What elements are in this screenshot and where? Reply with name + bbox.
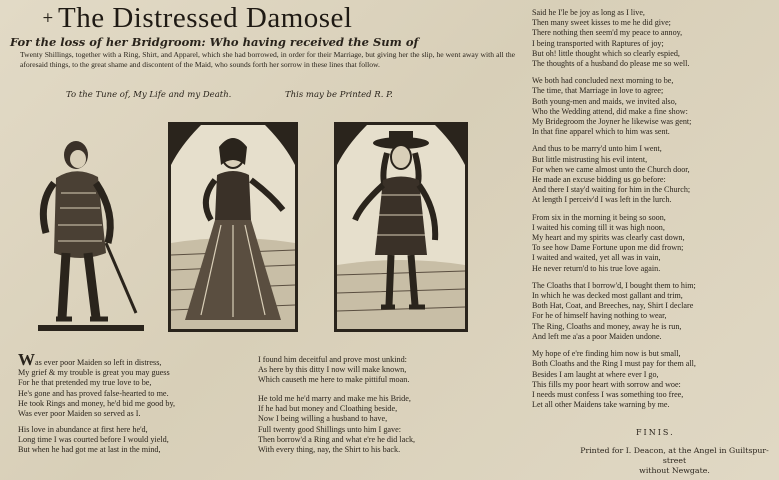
verse-line: I needs must confess I was something too free, — [532, 389, 684, 399]
verse-line: For he that pretended my true love to be, — [18, 378, 152, 388]
verse-line: But when he had got me at last in the mind, — [18, 445, 161, 455]
verse-line: He made an excuse bidding us go before: — [532, 175, 666, 185]
verse-line: He told me he'd marry and make me his Bride, — [258, 394, 411, 403]
verse-line: He never return'd to his true love again. — [532, 263, 661, 273]
verse-line: Was ever poor Maiden so served as I. — [18, 409, 141, 419]
verse-line: Long time I was courted before I would yield, — [18, 435, 169, 445]
verse-line: We both had concluded next morning to be, — [532, 76, 674, 86]
verse-line: And there I stay'd waiting for him in the Church; — [532, 185, 691, 195]
cavalier-woodcut-figure — [337, 125, 465, 329]
ballad-subtitle: For the loss of her Bridgroom: Who having received the Sum of — [10, 35, 419, 49]
middle-verse-1 — [258, 355, 409, 386]
woman-woodcut — [168, 122, 298, 332]
verse-line: Was ever poor Maiden so left in distress, — [18, 350, 162, 369]
verse-line: This fills my poor heart with sorrow and woe: — [532, 379, 681, 389]
verse-line: He took Rings and money, he'd bid me good by, — [18, 398, 176, 408]
verse-line: In which he was decked most gallant and trim, — [532, 291, 683, 301]
verse-line: My grief & my trouble is great you may guess — [18, 368, 170, 378]
left-verse-2 — [18, 425, 169, 456]
verse-line: If he had but money and Cloathing beside, — [258, 404, 398, 414]
verse-line: I waited and waited, yet all was in vain, — [532, 253, 661, 263]
verse-line: But oh! little thought which so clearly espied, — [532, 48, 680, 58]
right-column — [532, 8, 777, 417]
right-verse-1 — [532, 8, 777, 69]
verse-line: Besides I am laught at where ever I go, — [532, 369, 659, 379]
ballad-title: The Distressed Damosel — [58, 2, 353, 34]
finis-mark: FINIS. — [636, 428, 675, 437]
verse-line: I waited his coming till it was high noon, — [532, 222, 665, 232]
left-verse-1 — [18, 350, 176, 419]
verse-line: From six in the morning it being so soon, — [532, 212, 666, 222]
verse-line: He's gone and has proved false-hearted to me. — [18, 388, 169, 398]
verse-line: For when we came almost unto the Church door, — [532, 164, 690, 174]
verse-line: His love in abundance at first here he'd, — [18, 425, 148, 434]
tune-line: To the Tune of, My Life and my Death. — [66, 90, 232, 100]
right-verse-4 — [532, 213, 777, 274]
middle-verse-2 — [258, 394, 415, 455]
right-verse-3 — [532, 144, 777, 205]
verse-line: Both young-men and maids, we invited also, — [532, 96, 677, 106]
right-verse-2 — [532, 76, 777, 137]
verse-line: Both Cloaths and the Ring I must pay for them all, — [532, 359, 696, 369]
ballad-description: Twenty Shillings, together with a Ring, Shirt, and Apparel, which she had borrowed, in order for their Marriage, but giving her the slip, he went away with all the aforesaid things, to the great shame and discontent of the Maid, who sounds forth her sorrow in these lines that follow. — [20, 50, 515, 69]
verse-line: The thoughts of a husband do please me so well. — [532, 59, 690, 69]
verse-line: Let all other Maidens take warning by me. — [532, 400, 670, 410]
verse-line: Said he I'le be joy as long as I live, — [532, 8, 645, 17]
plus-mark: + — [42, 10, 54, 26]
verse-line: Now I being willing a husband to have, — [258, 414, 388, 424]
verse-line: My heart and my spirits was clearly cast down, — [532, 233, 685, 243]
woman-woodcut-figure — [171, 125, 295, 329]
verse-line: The Cloaths that I borrow'd, I bought them to him; — [532, 280, 696, 290]
verse-line: But little mistrusting his evil intent, — [532, 154, 648, 164]
verse-line: In that fine apparel which to him was sent. — [532, 127, 670, 137]
verse-line: And thus to be marry'd unto him I went, — [532, 144, 662, 154]
verse-line: Who the Wedding attend, did make a fine show: — [532, 106, 688, 116]
verse-line: The Ring, Cloaths and money, away he is run, — [532, 321, 682, 331]
cavalier-woodcut — [334, 122, 468, 332]
verse-line: And left me a'as a poor Maiden undone. — [532, 331, 662, 341]
right-verse-6 — [532, 349, 777, 410]
verse-line: Which causeth me here to make pittiful moan. — [258, 375, 410, 385]
verse-line: With every thing, nay, the Shirt to his back. — [258, 445, 401, 455]
right-verse-5 — [532, 281, 777, 342]
verse-line: At length I perceiv'd I was left in the lurch. — [532, 195, 672, 205]
license-line: This may be Printed R. P. — [285, 90, 393, 100]
verse-line: There nothing then seem'd my peace to annoy, — [532, 28, 683, 38]
verse-line: I found him deceitful and prove most unkind: — [258, 355, 407, 364]
verse-line: Then many sweet kisses to me he did give; — [532, 18, 671, 28]
gentleman-woodcut — [36, 133, 146, 333]
verse-line: Then borrow'd a Ring and what e're he did lack, — [258, 434, 416, 444]
verse-line: My hope of e're finding him now is but small, — [532, 349, 681, 359]
verse-line: Full twenty good Shillings unto him I gave: — [258, 424, 402, 434]
printer-imprint — [572, 446, 777, 476]
drop-cap: W — [18, 350, 35, 369]
verse-line: I being transported with Raptures of joy; — [532, 38, 664, 48]
verse-line: Both Hat, Coat, and Breeches, nay, Shirt I declare — [532, 301, 694, 311]
imprint-line: without Newgate. — [639, 466, 710, 475]
gentleman-woodcut-figure — [36, 133, 146, 333]
verse-line: The time, that Marriage in love to agree; — [532, 86, 664, 96]
imprint-line: Printed for I. Deacon, at the Angel in Guiltspur-street — [580, 446, 769, 465]
verse-line: As here by this ditty I now will make known, — [258, 365, 407, 375]
verse-line: My Bridegroom the Joyner he likewise was gent; — [532, 117, 692, 127]
verse-line: For he of himself having nothing to wear, — [532, 311, 667, 321]
verse-line: To see how Dame Fortune upon me did frown; — [532, 243, 684, 253]
